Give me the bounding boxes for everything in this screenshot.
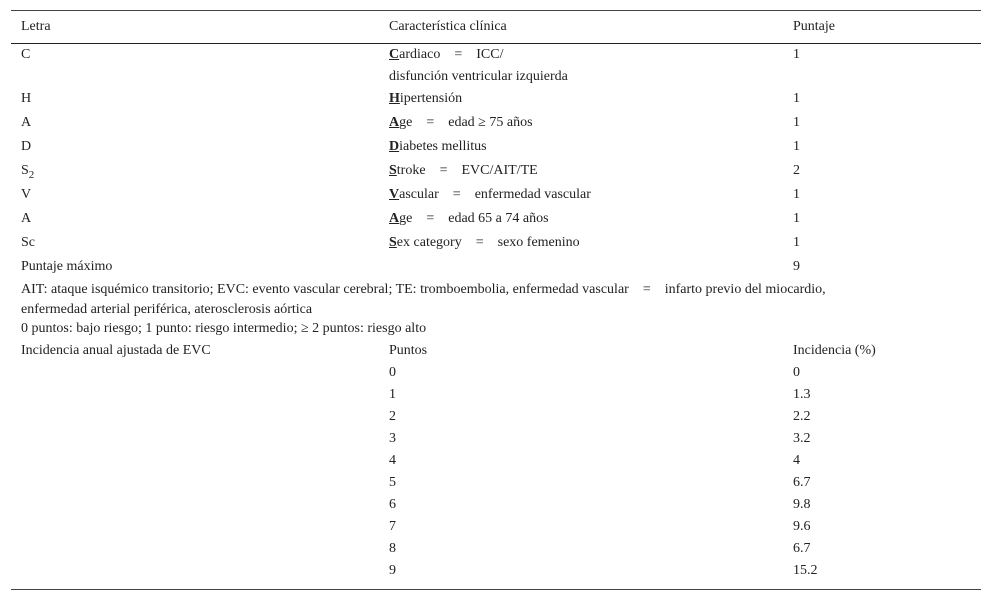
risk-note: 0 puntos: bajo riesgo; 1 punto: riesgo intermedio; ≥ 2 puntos: riesgo alto — [21, 321, 427, 336]
incidence-header — [11, 343, 981, 365]
header-puntaje: Puntaje — [793, 19, 835, 34]
caracteristica-cell: disfunción ventricular izquierda — [389, 69, 568, 84]
puntaje-cell: 1 — [793, 91, 800, 106]
puntaje-cell: 2 — [793, 163, 800, 178]
table-row-continuation — [11, 69, 981, 91]
puntaje-cell: 1 — [793, 187, 800, 202]
incidence-row: 5 6.7 — [389, 475, 811, 490]
chads-vasc-table — [11, 10, 981, 590]
letra-cell: A — [21, 211, 32, 226]
caracteristica-cell: Vascular = enfermedad vascular — [389, 187, 591, 202]
letra-cell: H — [21, 91, 32, 106]
max-score-label: Puntaje máximo — [21, 259, 113, 274]
incidence-row: 4 4 — [389, 453, 800, 468]
letra-cell: C — [21, 47, 31, 62]
letra-cell: Sc — [21, 235, 35, 250]
table-row — [11, 47, 981, 69]
caracteristica-cell: Age = edad ≥ 75 años — [389, 115, 533, 130]
incidence-row: 6 9.8 — [389, 497, 811, 512]
letra-cell: V — [21, 187, 32, 202]
incidence-row: 0 0 — [389, 365, 800, 380]
table-row — [11, 91, 981, 113]
caracteristica-cell: Cardiaco = ICC/ — [389, 47, 504, 62]
incidence-label: Incidencia anual ajustada de EVC — [21, 343, 211, 358]
max-score-value: 9 — [793, 259, 800, 274]
points-header: Puntos — [389, 343, 428, 358]
caracteristica-cell: Sex category = sexo femenino — [389, 235, 580, 250]
table-row — [11, 163, 981, 185]
table-header — [11, 19, 981, 41]
table-row — [11, 139, 981, 161]
max-score-row — [11, 259, 981, 281]
incidence-row: 9 15.2 — [389, 563, 818, 578]
incidence-row: 2 2.2 — [389, 409, 811, 424]
puntaje-cell: 1 — [793, 47, 800, 62]
letra-cell: A — [21, 115, 32, 130]
table-row — [11, 211, 981, 233]
abbreviations-note: AIT: ataque isquémico transitorio; EVC: evento vascular cerebral; TE: tromboembolia, enfermedad vascular = infarto previo del miocardio, enfermedad arterial periférica, aterosclerosis aórtica — [21, 282, 826, 317]
table-row — [11, 235, 981, 257]
puntaje-cell: 1 — [793, 235, 800, 250]
caracteristica-cell: Age = edad 65 a 74 años — [389, 211, 549, 226]
caracteristica-cell: Stroke = EVC/AIT/TE — [389, 163, 538, 178]
table-row — [11, 115, 981, 137]
incidence-percent-header: Incidencia (%) — [793, 343, 876, 358]
puntaje-cell: 1 — [793, 139, 800, 154]
letra-cell: D — [21, 139, 32, 154]
caracteristica-cell: Diabetes mellitus — [389, 139, 487, 154]
incidence-row: 3 3.2 — [389, 431, 811, 446]
puntaje-cell: 1 — [793, 115, 800, 130]
header-letra: Letra — [21, 19, 51, 34]
header-divider — [11, 43, 981, 44]
table-row — [11, 187, 981, 209]
caracteristica-cell: Hipertensión — [389, 91, 463, 106]
incidence-row: 7 9.6 — [389, 519, 811, 534]
incidence-row: 8 6.7 — [389, 541, 811, 556]
puntaje-cell: 1 — [793, 211, 800, 226]
incidence-row: 1 1.3 — [389, 387, 811, 402]
letra-cell: $S_2$ — [21, 163, 35, 181]
header-caracteristica: Característica clínica — [389, 19, 507, 34]
